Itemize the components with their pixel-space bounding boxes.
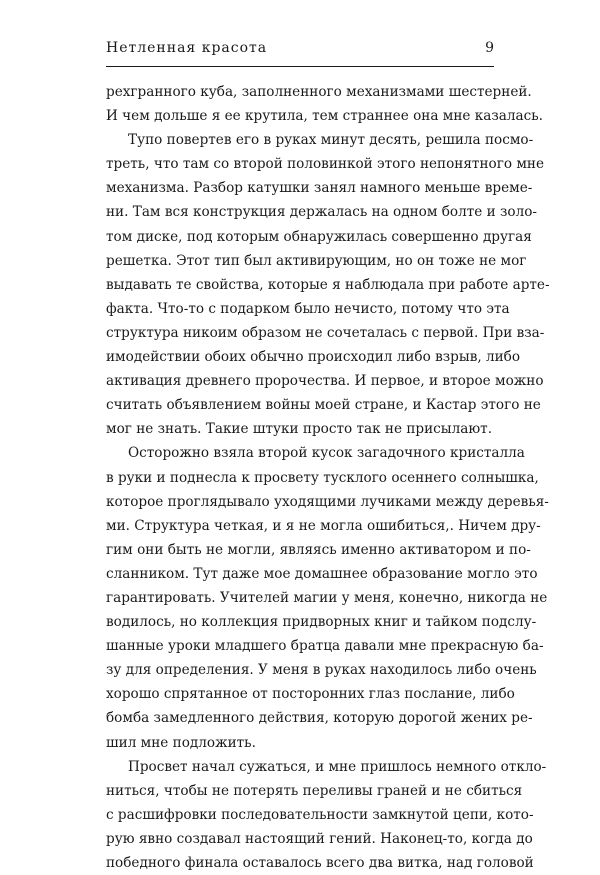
text-line: рехгранного куба, заполненного механизмами шестерней. [106,84,532,100]
header-divider [106,66,494,67]
text-line: гарантировать. Учителей магии у меня, конечно, никогда не [106,589,548,606]
paragraph [106,441,549,754]
text-line: бомба замедленного действия, которую дорогой жених ре- [106,710,533,727]
paragraph [106,128,550,441]
text-line: в руки и поднесла к просвету тусклого осеннего солнышка, [106,469,539,486]
running-head [106,40,494,64]
text-line: шанные уроки младшего братца давали мне прекрасную ба- [106,638,544,655]
text-line: хорошо спрятанное от посторонних глаз послание, либо [106,686,515,703]
text-line: победного финала оставалось всего два витка, над головой [106,855,534,871]
paragraph [106,80,543,128]
text-line: выдавать те свойства, которые я наблюдала при работе арте- [106,276,550,293]
text-line: с расшифровки последовательности замкнутой цепи, кото- [106,806,534,823]
text-line: зу для определения. У меня в руках находилось либо очень [106,662,537,679]
text-line: шил мне подложить. [106,734,256,751]
text-line: сланником. Тут даже мое домашнее образование могло это [106,565,538,582]
text-line: механизма. Разбор катушки занял намного меньше време- [106,180,533,197]
text-line: решетка. Этот тип был активирующим, но он тоже не мог [106,252,527,269]
text-line: гим они быть не могли, являясь именно активатором и по- [106,541,531,558]
running-title: Нетленная красота [106,40,268,56]
paragraph [106,755,547,875]
page-number: 9 [485,40,494,56]
text-line: ниться, чтобы не потерять переливы граней и не сбиться [106,782,523,799]
text-line: факта. Что-то с подарком было нечисто, потому что эта [106,300,510,317]
text-line: активация древнего пророчества. И первое, и второе можно [106,373,544,390]
text-line: Осторожно взяла второй кусок загадочного кристалла [128,445,525,462]
text-line: том диске, под которым обнаружилась совершенно другая [106,228,532,245]
text-line: Просвет начал сужаться, и мне пришлось немного откло- [128,758,547,775]
text-line: треть, что там со второй половинкой этого непонятного мне [106,156,545,173]
text-line: считать объявлением войны моей стране, и Кастар этого не [106,397,541,414]
text-line: рую явно создавал настоящий гений. Наконец-то, когда до [106,830,533,847]
text-line: Тупо повертев его в руках минут десять, решила посмо- [128,132,534,149]
text-line: которое проглядывало уходящими лучиками между деревья- [106,493,549,510]
text-line: мог не знать. Такие штуки просто так не присылают. [106,421,493,438]
text-line: ни. Там вся конструкция держалась на одном болте и золо- [106,204,538,221]
text-line: водилось, но коллекция придворных книг и тайком подслу- [106,614,537,631]
text-line: имодействии обоих обычно происходил либо взрыв, либо [106,349,521,366]
text-line: И чем дольше я ее крутила, тем страннее она мне казалась. [106,108,543,125]
text-line: ми. Структура четкая, и я не могла ошибиться,. Ничем дру- [106,517,541,534]
body-text [106,80,550,875]
text-line: структура никоим образом не сочеталась с первой. При вза- [106,324,545,341]
